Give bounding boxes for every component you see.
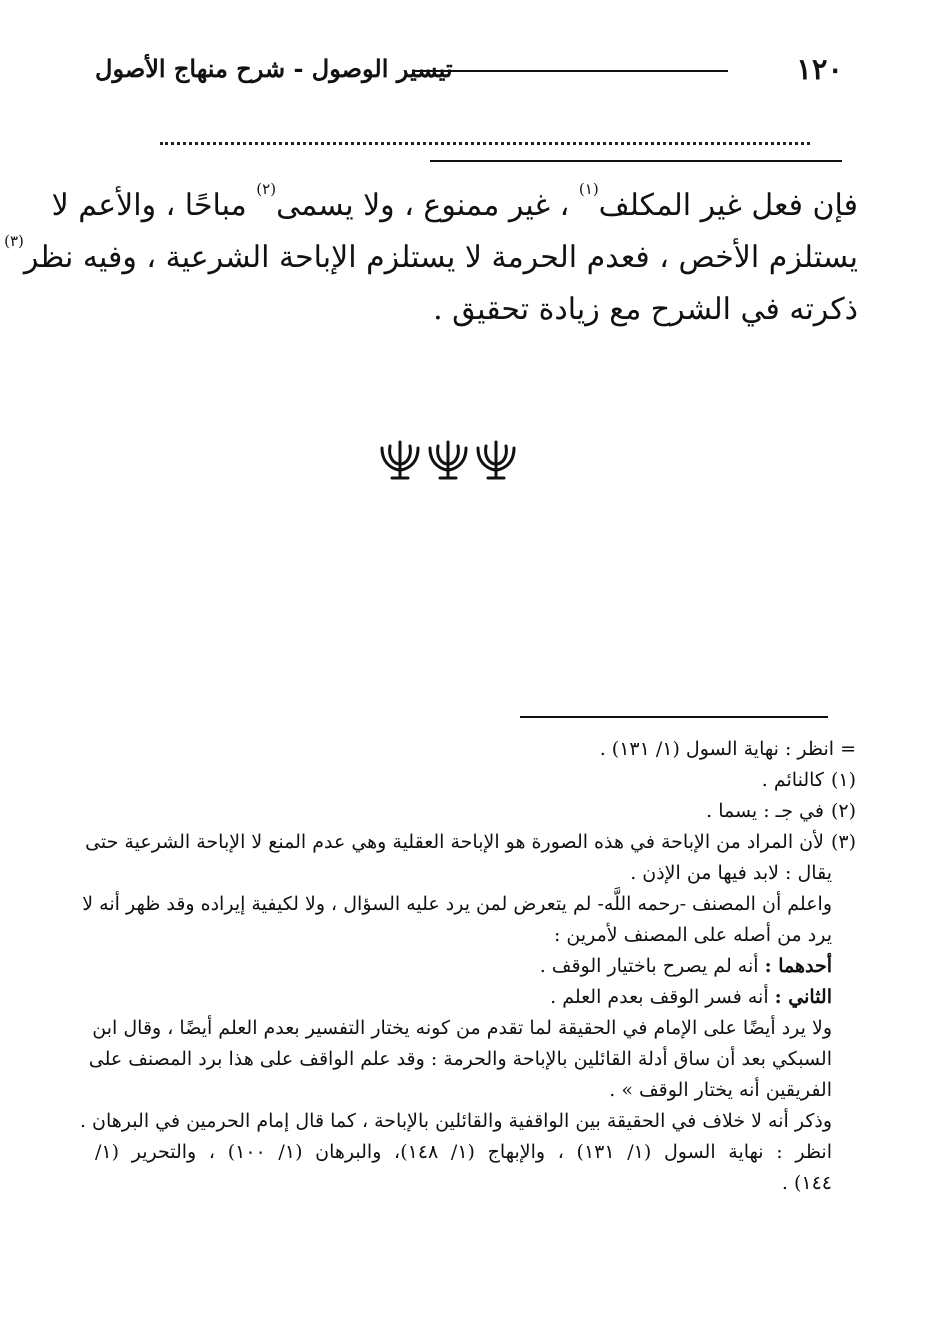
footnote-line: السبكي بعد أن ساق أدلة القائلين بالإباحة والحرمة : وقد علم الواقف على هذا برد المصنف على xyxy=(88,1048,832,1070)
main-text-fragment: ، غير ممنوع ، ولا يسمى xyxy=(276,188,579,223)
footnote-line: الفريقين أنه يختار الوقف » . xyxy=(609,1079,832,1101)
main-text-line xyxy=(4,232,858,284)
main-text-fragment: يستلزم الأخص ، فعدم الحرمة لا يستلزم الإباحة الشرعية ، وفيه نظر xyxy=(23,240,858,275)
triple-floral-ornament-icon xyxy=(378,436,518,486)
footnote-ref[interactable]: (١) xyxy=(578,180,599,198)
footnote-number: (٣) xyxy=(830,831,856,853)
footnote-line: انظر : نهاية السول (١/ ١٣١) ، والإبهاج (١/ ١٤٨)، والبرهان (١/ ١٠٠) ، والتحرير (١/ xyxy=(95,1141,832,1163)
main-text-line xyxy=(51,180,858,232)
footnote-1 xyxy=(95,765,856,796)
footnote-line: يرد من أصله على المصنف لأمرين : xyxy=(553,924,832,946)
footnote-text: أنه لم يصرح باختيار الوقف . xyxy=(539,955,765,977)
footnote-3 xyxy=(85,827,856,858)
footnote-number: (٢) xyxy=(830,800,856,822)
footnote-line xyxy=(95,982,856,1013)
footnote-line: وذكر أنه لا خلاف في الحقيقة بين الواقفية والقائلين بالإباحة ، كما قال إمام الحرمين في البرهان . xyxy=(79,1110,832,1132)
footnote-2 xyxy=(95,796,856,827)
footnote-number: (١) xyxy=(830,769,856,791)
footnote-ref[interactable]: (٣) xyxy=(4,232,24,250)
footnote-line: يقال : لابد فيها من الإذن . xyxy=(630,862,832,884)
footnote-rule xyxy=(520,716,828,718)
footnote-line xyxy=(95,951,856,982)
header-rule xyxy=(415,70,728,72)
main-text-fragment: فإن فعل غير المكلف xyxy=(598,188,858,223)
footnote-text: لأن المراد من الإباحة في هذه الصورة هو الإباحة العقلية وهي عدم المنع لا الإباحة الشرعية حتى xyxy=(85,831,824,853)
footnote-ref[interactable]: (٢) xyxy=(256,180,277,198)
footnote-line: ولا يرد أيضًا على الإمام في الحقيقة لما تقدم من كونه يختار التفسير بعدم العلم أيضًا ، وقال ابن xyxy=(92,1017,832,1039)
floral-motif-icon xyxy=(478,442,514,478)
main-text xyxy=(4,180,858,336)
text-separator-rule xyxy=(430,160,842,162)
footnote-text: أنه فسر الوقف بعدم العلم . xyxy=(550,986,775,1008)
footnote-continuation: = انظر : نهاية السول (١/ ١٣١) . xyxy=(599,738,856,760)
page-number: ١٢٠ xyxy=(796,52,843,86)
dotted-separator xyxy=(160,128,810,145)
footnote-line: ١٤٤) . xyxy=(781,1172,832,1194)
footnote-lead: الثاني : xyxy=(774,986,832,1008)
main-text-line: ذكرته في الشرح مع زيادة تحقيق . xyxy=(433,292,858,327)
footnote-text: في جـ : يسما . xyxy=(706,800,824,822)
floral-motif-icon xyxy=(430,442,466,478)
footnote-line: واعلم أن المصنف -رحمه اللَّه- لم يتعرض لمن يرد عليه السؤال ، ولا لكيفية إيراده وقد ظهر أنه لا xyxy=(82,893,832,915)
footnote-text: كالنائم . xyxy=(761,769,824,791)
running-title: تيسير الوصول - شرح منهاج الأصول xyxy=(95,54,453,83)
main-text-fragment: مباحًا ، والأعم لا xyxy=(51,188,257,223)
footnote-lead: أحدهما : xyxy=(764,955,832,977)
footnotes xyxy=(79,734,856,1199)
running-header xyxy=(95,50,843,90)
floral-motif-icon xyxy=(382,442,418,478)
